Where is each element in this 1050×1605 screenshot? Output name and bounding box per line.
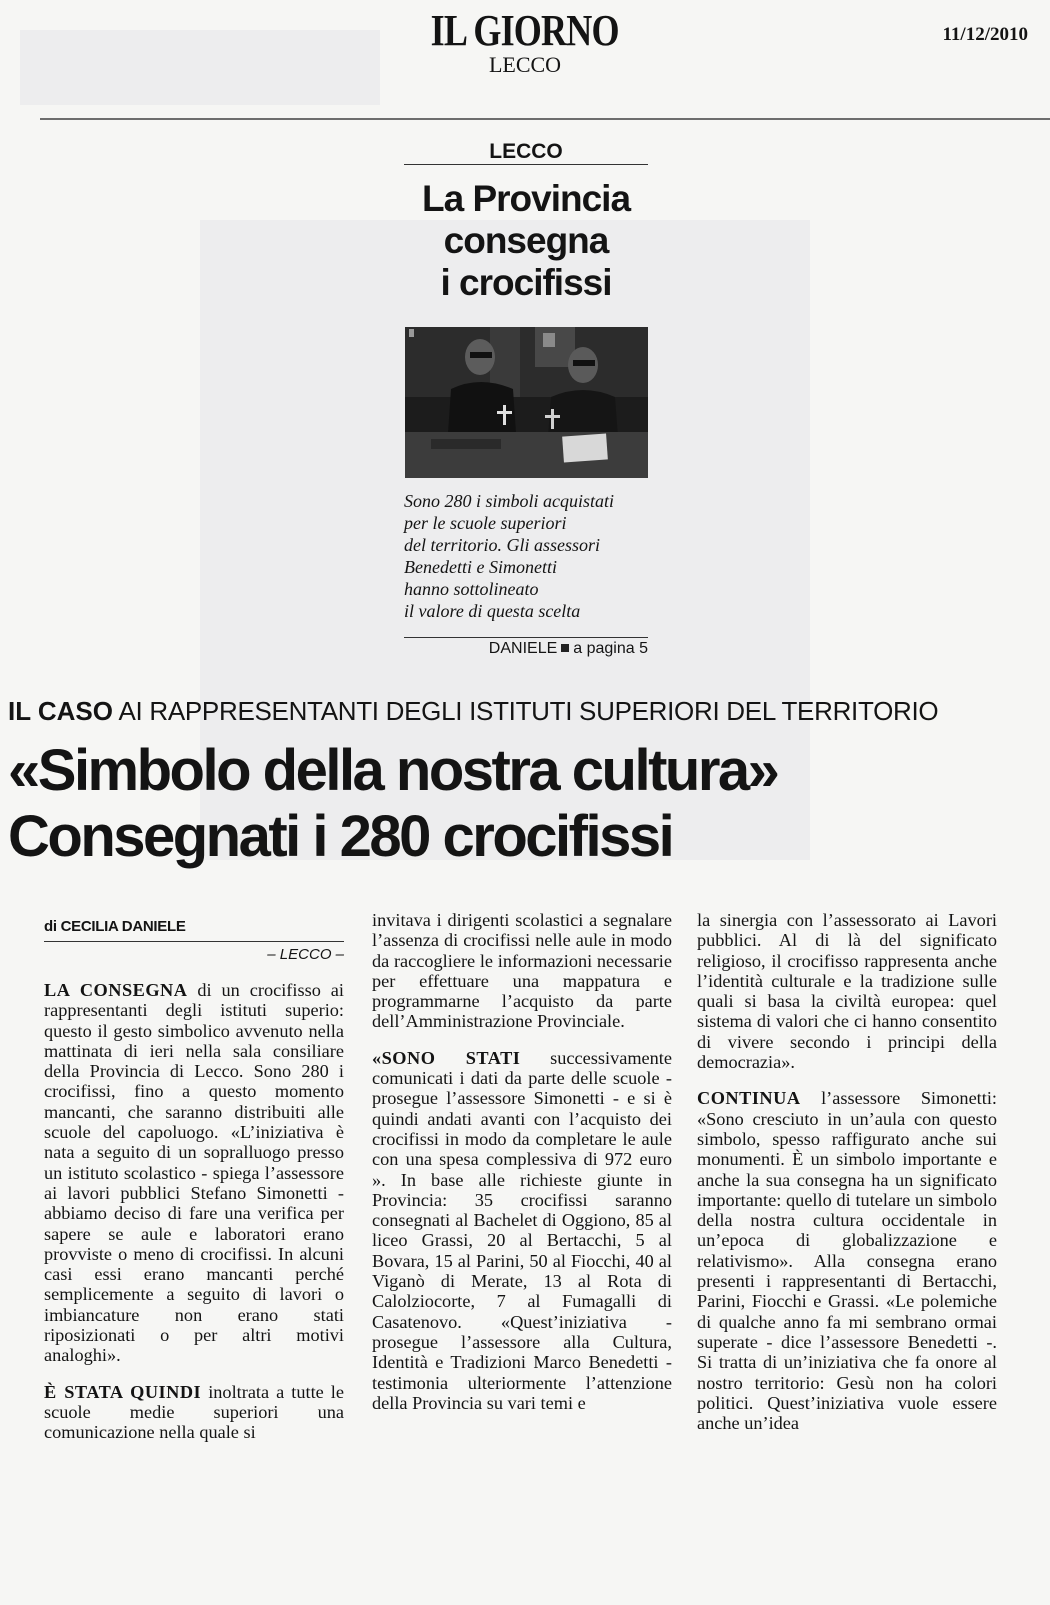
byline-rule bbox=[44, 941, 344, 942]
paragraph-lead: LA CONSEGNA bbox=[44, 980, 188, 1000]
caption-line: per le scuole superiori bbox=[404, 513, 567, 533]
paragraph bbox=[697, 910, 997, 1072]
paragraph-text: la sinergia con l’assessorato ai Lavori pubblici. Al di là del significato religioso, il crocifisso rappresenta anche l’identità culturale e la tradizione sulle quali si basa la civiltà europea: quel sistema di valori che ci hanno consentito di vivere secondo i principi della democrazia». bbox=[697, 910, 997, 1073]
paragraph bbox=[44, 980, 344, 1366]
newspaper-name: IL GIORNO bbox=[430, 6, 620, 55]
headline-line: Consegnati i 280 crocifissi bbox=[8, 804, 673, 869]
caption-line: hanno sottolineato bbox=[404, 579, 539, 599]
paragraph-lead: È STATA QUINDI bbox=[44, 1381, 202, 1402]
square-bullet-icon bbox=[561, 644, 569, 652]
article-headline bbox=[8, 738, 777, 870]
teaser-page-reference bbox=[404, 640, 648, 658]
teaser-rule-top bbox=[404, 164, 648, 165]
press-photo-image bbox=[405, 327, 648, 478]
paragraph-lead: «SONO STATI bbox=[372, 1047, 521, 1068]
article-column-3 bbox=[697, 910, 997, 1449]
teaser-title bbox=[400, 178, 652, 304]
masthead bbox=[0, 8, 1050, 76]
teaser-author: DANIELE bbox=[488, 640, 558, 657]
article-column-2 bbox=[372, 910, 672, 1429]
teaser-rule-bottom bbox=[404, 637, 648, 638]
issue-date: 11/12/2010 bbox=[942, 24, 1028, 45]
masthead-rule bbox=[40, 118, 1050, 120]
teaser-title-line: consegna bbox=[443, 220, 609, 261]
caption-line: il valore di questa scelta bbox=[404, 601, 581, 621]
paragraph bbox=[372, 1048, 672, 1413]
teaser-page: a pagina 5 bbox=[573, 640, 648, 657]
teaser-title-line: i crocifissi bbox=[440, 262, 612, 303]
teaser-photo bbox=[405, 327, 648, 478]
edition-city: LECCO bbox=[488, 52, 562, 77]
dateline: – LECCO – bbox=[267, 946, 344, 963]
paragraph bbox=[44, 1382, 344, 1443]
paragraph-text: invitava i dirigenti scolastici a segnalare l’assenza di crocifissi nelle aule in modo da raccogliere le informazioni necessarie per effettuare una mappatura e programmarne l’acquisto da parte dell’Amministrazione Provinciale. bbox=[372, 910, 672, 1032]
paragraph-text: l’assessore Simonetti: «Sono cresciuto in un’aula con questo simbolo, spesso raffigurato anche sui monumenti. È un simbolo importante e anche la sua consegna ha un significato importante: quello di tutelare un simbolo della nostra cultura occidentale in un’epoca di globalizzazione e relativismo». Alla consegna erano presenti i rappresentanti di Bertacchi, Parini, Fiocchi e Grassi. «Le polemiche di qualche anno fa mi sembrano ormai superate - dice l’assessore Benedetti -. Si tratta di un’iniziativa che fa onore al nostro territorio: Gesù non ha colori politici. Quest’iniziativa vuole essere anche un’idea bbox=[697, 1088, 997, 1434]
teaser-kicker: LECCO bbox=[489, 140, 563, 163]
caption-line: del territorio. Gli assessori bbox=[404, 535, 601, 555]
kicker-text: AI RAPPRESENTANTI DEGLI ISTITUTI SUPERIORI DEL TERRITORIO bbox=[118, 696, 939, 726]
paragraph-lead: CONTINUA bbox=[697, 1088, 801, 1109]
headline-line: «Simbolo della nostra cultura» bbox=[8, 738, 778, 803]
paragraph-text: di un crocifisso ai rappresentanti degli istituti superio: questo il gesto simbolico avvenuto nella mattinata di ieri nella sala consiliare della Provincia di Lecco. Sono 280 i crocifissi, fino a questo momento mancanti, che saranno distribuiti alle scuole del capoluogo. «L’iniziativa è nata a seguito di un sopralluogo presso un istituto scolastico - spiega l’assessore ai lavori pubblici Stefano Simonetti - abbiamo deciso di fare una verifica per sapere se aule e laboratori erano provviste o meno di crocifissi. In alcuni casi essi erano mancanti perché semplicemente a seguito di lavori o imbiancature non erano stati riposizionati o per altri motivi analoghi». bbox=[44, 980, 344, 1366]
article-kicker bbox=[8, 696, 938, 726]
teaser-caption bbox=[404, 490, 648, 622]
paragraph bbox=[697, 1088, 997, 1433]
teaser-title-line: La Provincia bbox=[421, 178, 631, 219]
paragraph bbox=[372, 910, 672, 1032]
paragraph-text: successivamente comunicati i dati da parte delle scuole - prosegue l’assessore Simonetti - e si è quindi andati avanti con l’acquisto dei crocifissi in modo da completare le aule con una spesa complessiva di 972 euro ». In base alle richieste giunte in Provincia: 35 crocifissi saranno consegnati al Bachelet di Oggiono, 85 al liceo Grassi, 20 al Bertacchi, 5 al Bovara, 15 al Parini, 50 al Fiocchi, 40 al Viganò di Merate, 13 al Rota di Calolziocorte, 7 al Fumagalli di Casatenovo. «Quest’iniziativa - prosegue l’assessore alla Cultura, Identità e Tradizioni Marco Benedetti - testimonia ulteriormente l’attenzione della Provincia su vari temi e bbox=[372, 1047, 672, 1413]
kicker-label: IL CASO bbox=[8, 696, 113, 726]
paragraph-text: inoltrata a tutte le scuole medie superiori una comunicazione nella quale si bbox=[44, 1381, 344, 1443]
bleed-through-text-left bbox=[60, 140, 360, 164]
article-column-1 bbox=[44, 918, 344, 1459]
caption-line: Sono 280 i simboli acquistati bbox=[404, 491, 615, 511]
caption-line: Benedetti e Simonetti bbox=[404, 557, 557, 577]
byline: di CECILIA DANIELE bbox=[44, 918, 186, 935]
